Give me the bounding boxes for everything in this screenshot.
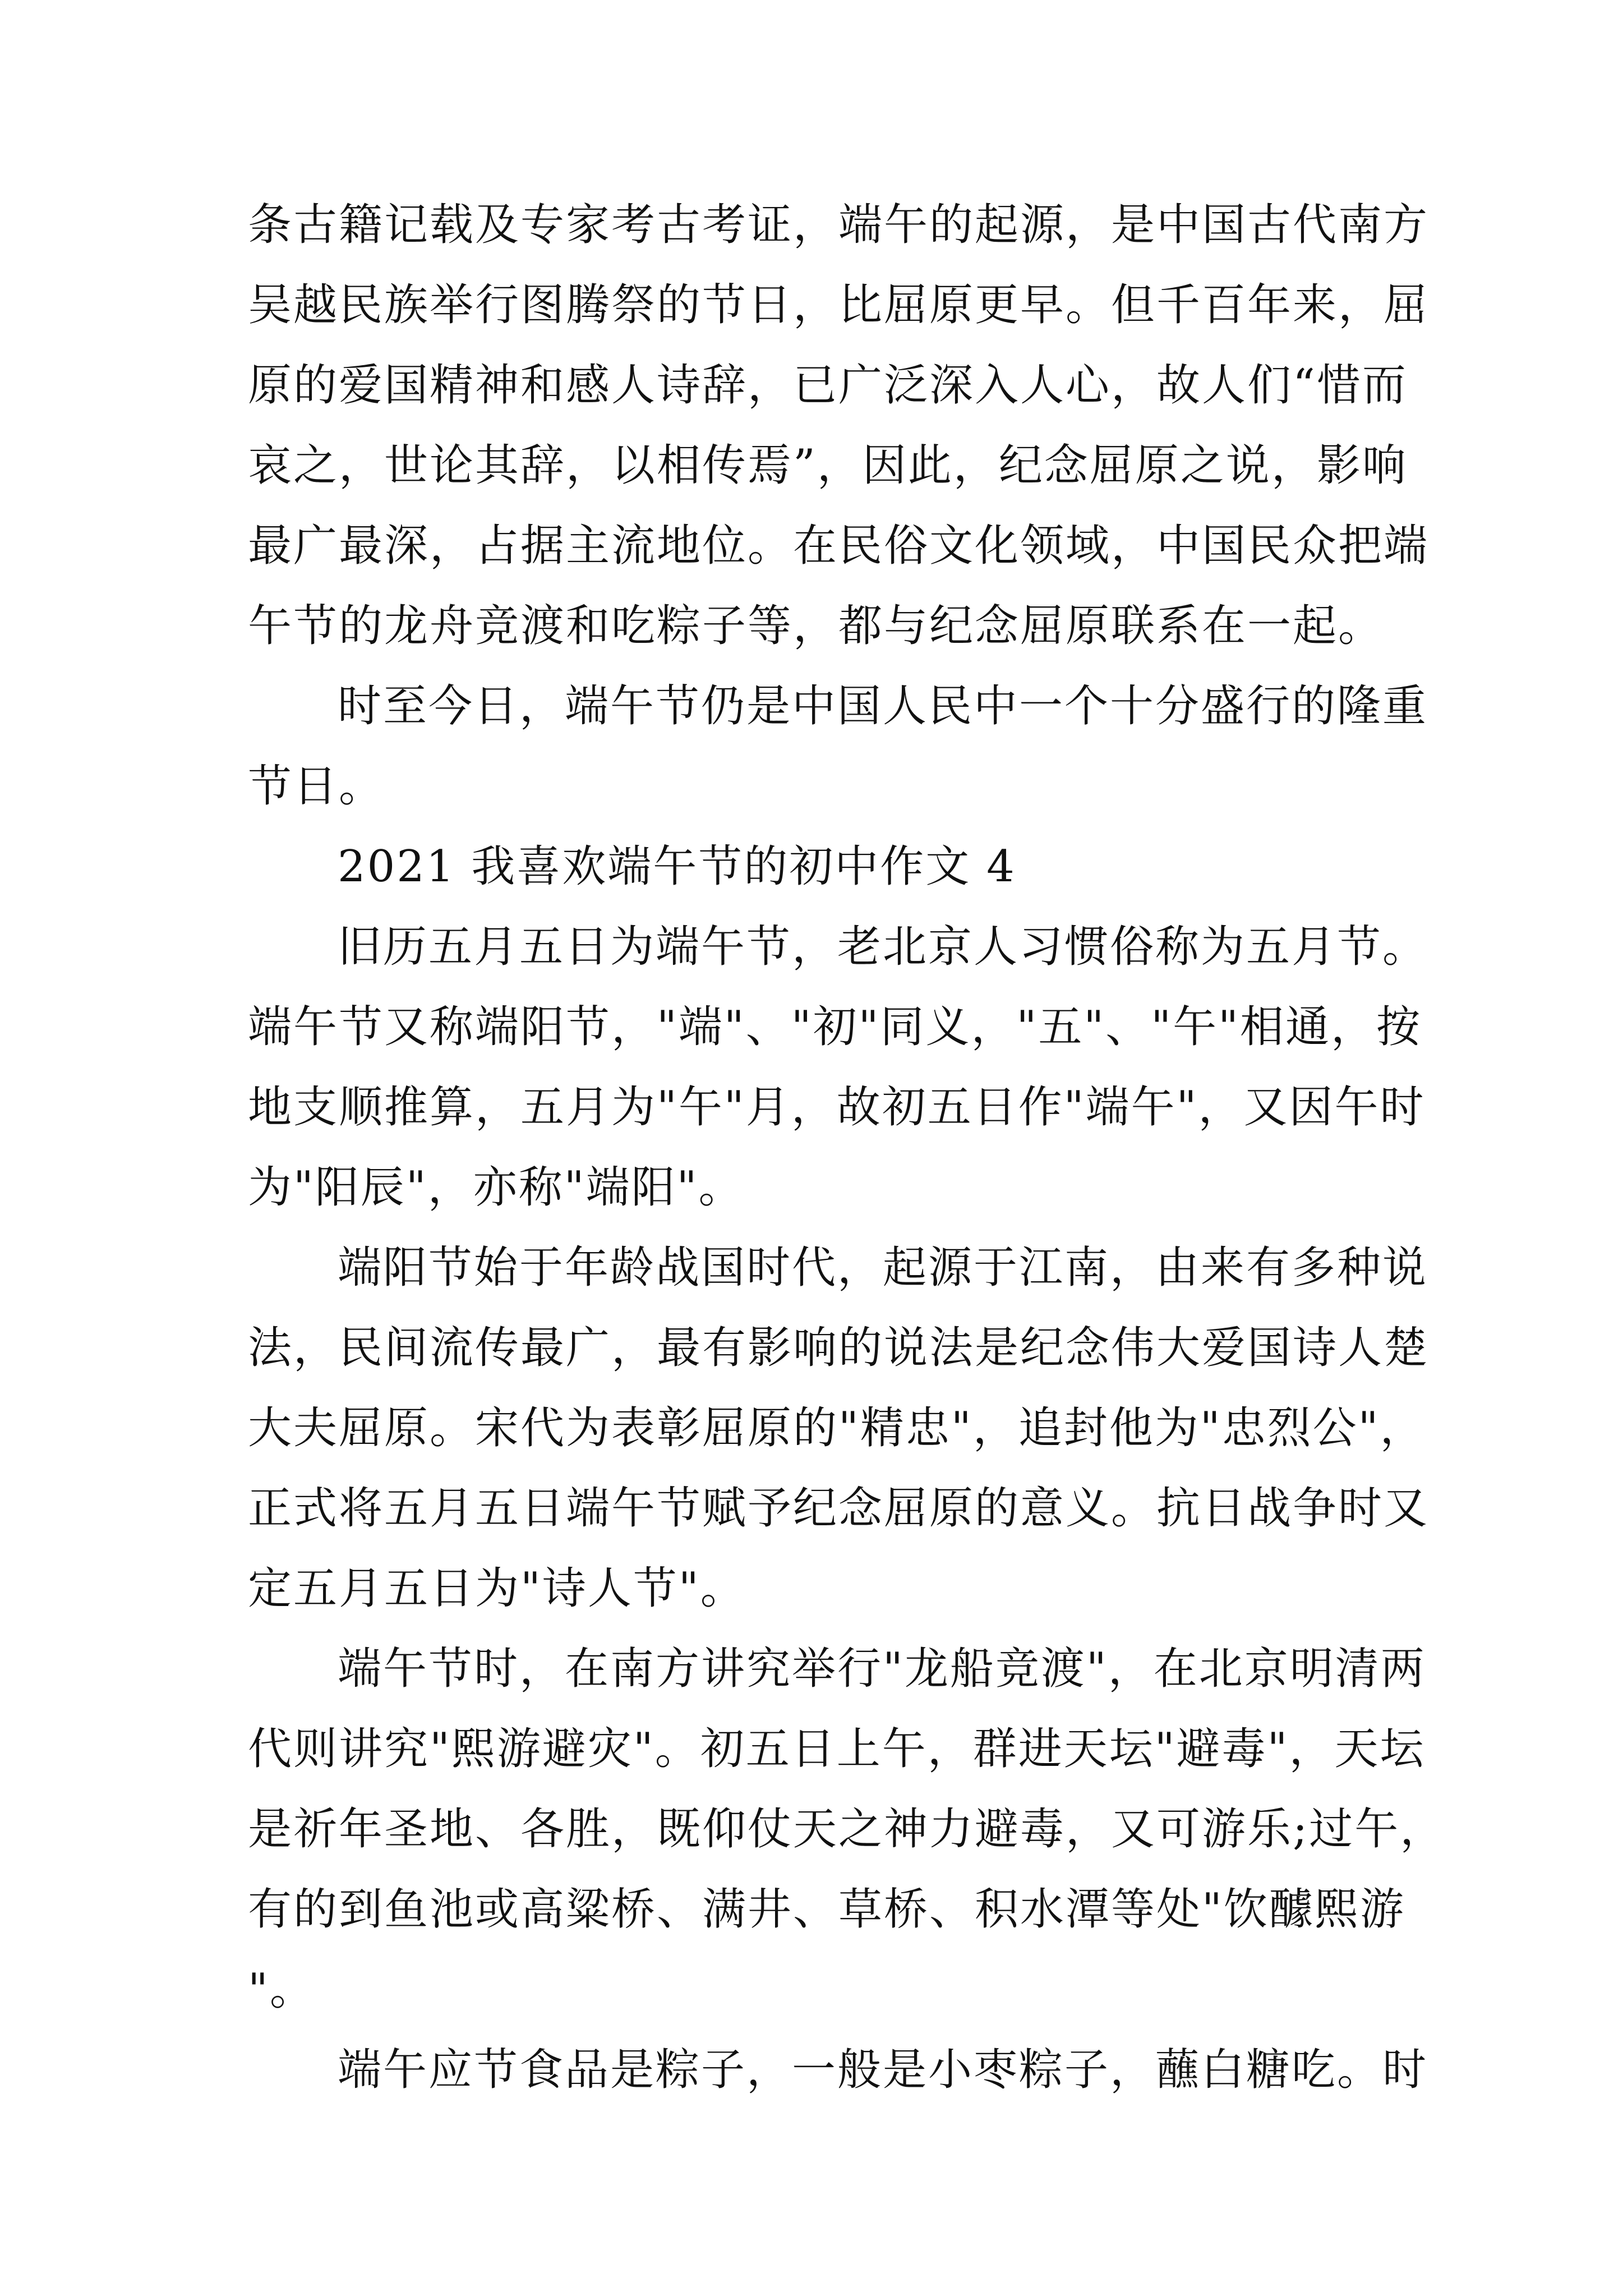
paragraph	[248, 666, 1428, 827]
text-line: 端午节时，在南方讲究举行"龙船竞渡"，在北京明清两	[338, 1644, 1426, 1694]
text-line: 节日。	[248, 761, 385, 812]
text-line: 端阳节始于年龄战国时代，起源于江南，由来有多种说	[338, 1243, 1428, 1293]
paragraph	[248, 185, 1430, 666]
heading-text: 2021 我喜欢端午节的初中作文 4	[338, 841, 1016, 892]
paragraph	[248, 1228, 1430, 1629]
text-line: 吴越民族举行图腾祭的节日，比屈原更早。但千百年来，屈	[248, 280, 1430, 330]
text-line: 旧历五月五日为端午节，老北京人习惯俗称为五月节。	[338, 922, 1428, 972]
document-body	[248, 185, 1446, 2110]
text-line: 条古籍记载及专家考古考证，端午的起源，是中国古代南方	[248, 200, 1430, 250]
text-line: 端午应节食品是粽子，一般是小枣粽子，蘸白糖吃。时	[338, 2045, 1428, 2095]
paragraph	[248, 907, 1428, 1228]
section-heading	[248, 827, 1381, 907]
text-line: 有的到鱼池或高粱桥、满井、草桥、积水潭等处"饮醵熙游	[248, 1884, 1405, 1935]
text-line: 正式将五月五日端午节赋予纪念屈原的意义。抗日战争时又	[248, 1483, 1430, 1534]
text-line: 午节的龙舟竞渡和吃粽子等，都与纪念屈原联系在一起。	[248, 601, 1384, 651]
text-line: 法，民间流传最广，最有影响的说法是纪念伟大爱国诗人楚	[248, 1323, 1430, 1373]
text-line: 定五月五日为"诗人节"。	[248, 1563, 746, 1614]
text-line: "。	[248, 1964, 315, 2015]
text-line: 最广最深，占据主流地位。在民俗文化领域，中国民众把端	[248, 521, 1430, 571]
text-line: 大夫屈原。宋代为表彰屈原的"精忠"，追封他为"忠烈公"，	[248, 1403, 1426, 1453]
text-line: 哀之，世论其辞，以相传焉”，因此，纪念屈原之说，影响	[248, 440, 1408, 491]
paragraph	[248, 2030, 1428, 2110]
text-line: 代则讲究"熙游避灾"。初五日上午，群进天坛"避毒"，天坛	[248, 1724, 1426, 1774]
text-line: 端午节又称端阳节，"端"、"初"同义，"五"、"午"相通，按	[248, 1002, 1422, 1052]
text-line: 为"阳辰"，亦称"端阳"。	[248, 1162, 744, 1213]
text-line: 时至今日，端午节仍是中国人民中一个十分盛行的隆重	[338, 681, 1428, 731]
text-line: 是祈年圣地、各胜，既仰仗天之神力避毒，又可游乐;过午，	[248, 1804, 1446, 1855]
paragraph	[248, 1629, 1446, 2030]
text-line: 地支顺推算，五月为"午"月，故初五日作"端午"，又因午时	[248, 1082, 1426, 1133]
text-line: 原的爱国精神和感人诗辞，已广泛深入人心，故人们“惜而	[248, 360, 1408, 411]
